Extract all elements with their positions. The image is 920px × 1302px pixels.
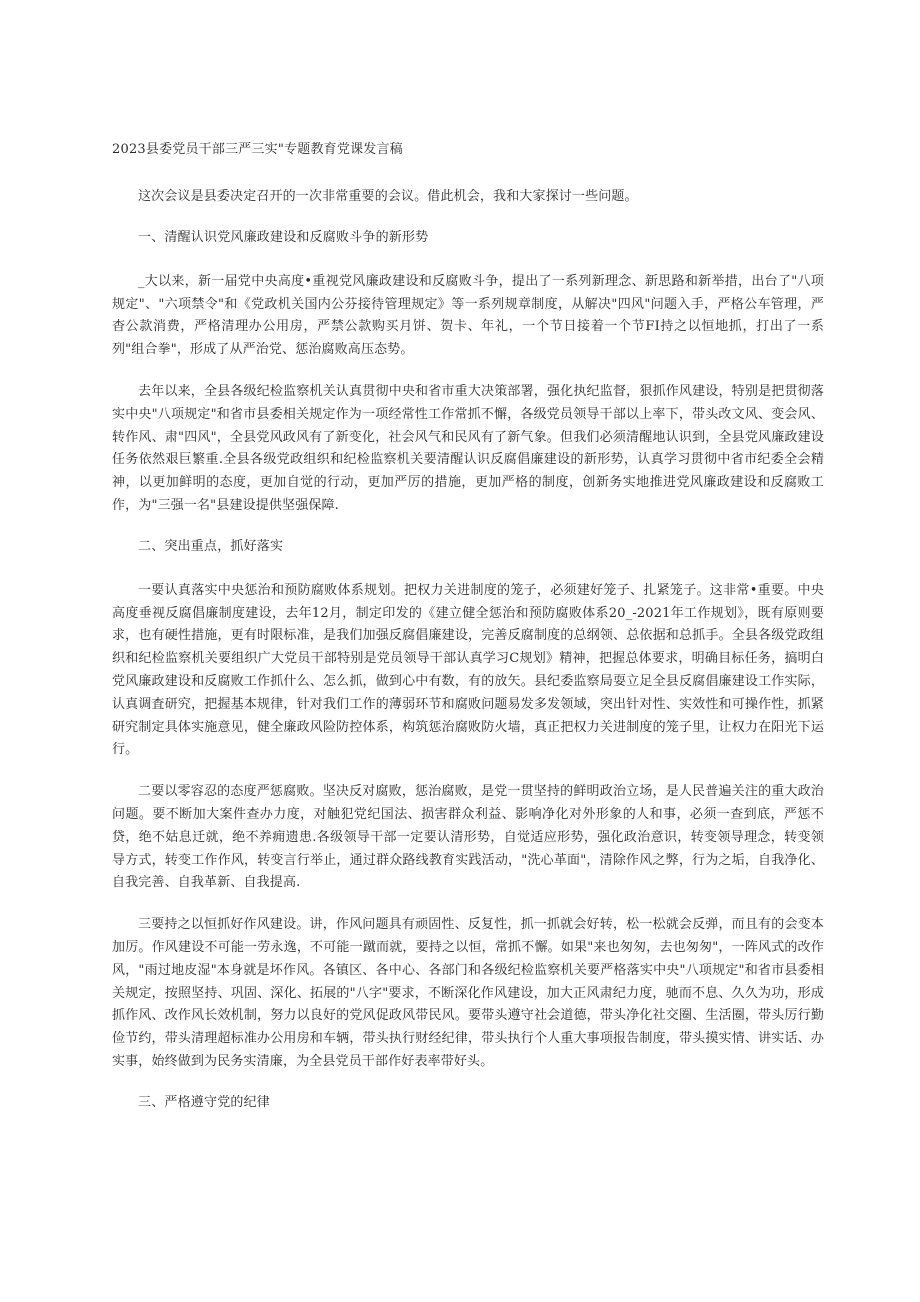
document-page	[112, 140, 824, 1136]
section-heading-1: 一、清醒认识党风廉政建设和反腐败斗争的新形势	[138, 229, 429, 245]
body-paragraph: 三要持之以恒抓好作风建设。讲，作风问题具有顽固性、反复性，抓一抓就会好转，松一松就会反弹，而且有的会变本加厉。作风建设不可能一劳永逸，不可能一蹴而就，要持之以恒，常抓不懈。如果"来也匆匆，去也匆匆"，一阵风式的改作风，"雨过地皮湿"本身就是坏作风。各镇区、各中心、各部门和各级纪检监察机关要严格落实中央"八项规定"和省市县委相关规定，按照坚持、巩固、深化、拓展的"八字"要求，不断深化作风建设，加大正风肃纪力度，驰而不息、久久为功，形成抓作风、改作风长效机制，努力以良好的党风促政风带民风。要带头遵守社会道德，带头净化社交圈、生活圈，带头厉行勤俭节约，带头清理超标准办公用房和车辆，带头执行财经纪律，带头执行个人重大事项报告制度，带头摸实情、讲实话、办实事，始终做到为民务实清廉，为全县党员干部作好表率带好头。	[112, 917, 824, 1069]
section-heading-3: 三、严格遵守党的纪律	[138, 1094, 271, 1110]
section-heading-2: 二、突出重点，抓好落实	[138, 538, 284, 554]
document-title: 2023县委党员干部三严三实"专题教育党课发言稿	[112, 142, 403, 157]
body-paragraph: 去年以来，全县各级纪检监察机关认真贯彻中央和省市重大决策部署，强化执纪监督，狠抓作风建设，特别是把贯彻落实中央"八项规定"和省市县委相关规定作为一项经常性工作常抓不懈，各级党员领导干部以上率下，带头改文风、变会风、转作风、肃"四风"，全县党风政风有了新变化，社会风气和民风有了新气象。但我们必须清醒地认识到，全县党风廉政建设任务依然艰巨繁重.全县各级党政组织和纪检监察机关要清醒认识反腐倡廉建设的新形势，认真学习贯彻中省市纪委全会精神，以更加鲜明的态度，更加自觉的行动，更加严厉的措施，更加严格的制度，创新务实地推进党风廉政建设和反腐败工作，为"三强一名"县建设提供坚强保障.	[112, 383, 824, 513]
opening-paragraph: 这次会议是县委决定召开的一次非常重要的会议。借此机会，我和大家探讨一些问题。	[138, 189, 638, 204]
body-paragraph: 一要认真落实中央惩治和预防腐败体系规划。把权力关进制度的笼子，必须建好笼子、扎紧笼子。这非常•重要。中央高度垂视反腐倡廉制度建设，去年12月，制定印发的《建立健全惩治和预防腐败体系20_-2021年工作规划》，既有原则要求，也有硬性措施，更有时限标准，是我们加强反腐倡廉建设，完善反腐制度的总纲领、总依据和总抓手。全县各级党政组织和纪检监察机关要组织广大党员干部特别是党员领导干部认真学习C规划》精神，把握总体要求，明确目标任务，搞明白党风廉政建设和反腐败工作抓什么、怎么抓，做到心中有数，有的放矢。县纪委监察局耍立足全县反腐倡廉建设工作实际，认真调査研究，把握基本规律，针对我们工作的薄弱环节和腐败问题易发多发领域，突出针对性、实效性和可操作性，抓紧研究制定具体实施意见，健全廉政风险防控体系，构筑惩治腐败防火墙，真正把权力关进制度的笼子里，让权力在阳光下运行。	[112, 582, 824, 758]
body-paragraph: 二要以零容忍的态度严惩腐败。坚决反对腐败，惩治腐败，是党一贯坚持的鲜明政治立场，是人民普遍关注的重大政治问题。要不断加大案件查办力度，对触犯党纪国法、损害群众利益、影响净化对外形象的人和事，必须一查到底，严惩不贷，绝不姑息迁就，绝不养痈遗患.各级领导干部一定要认清形势，自觉适应形势，强化政治意识，转变领导理念，转变领导方式，转变工作作风，转变言行举止，通过群众路线教育实践活动，"洗心革面"，清除作风之弊，行为之垢，自我净化、自我完善、自我革新、自我提高.	[112, 784, 824, 891]
body-paragraph: _大以来，新一届党中央高度•重视党风廉政建设和反腐败斗争，提出了一系列新理念、新思路和新举措，出台了"八项规定"、"六项禁令"和《党政机关国内公芬接待管理规定》等一系列规章制度，从解决"四风"问题入手，严格公车管理，严杳公款消费，严格清理办公用房，严禁公款购买月饼、贺卡、年礼，一个节日接着一个节FI持之以恒地抓，打出了一系列"组合拳"，形成了从严治党、惩治腐败高压态势。	[112, 273, 824, 358]
